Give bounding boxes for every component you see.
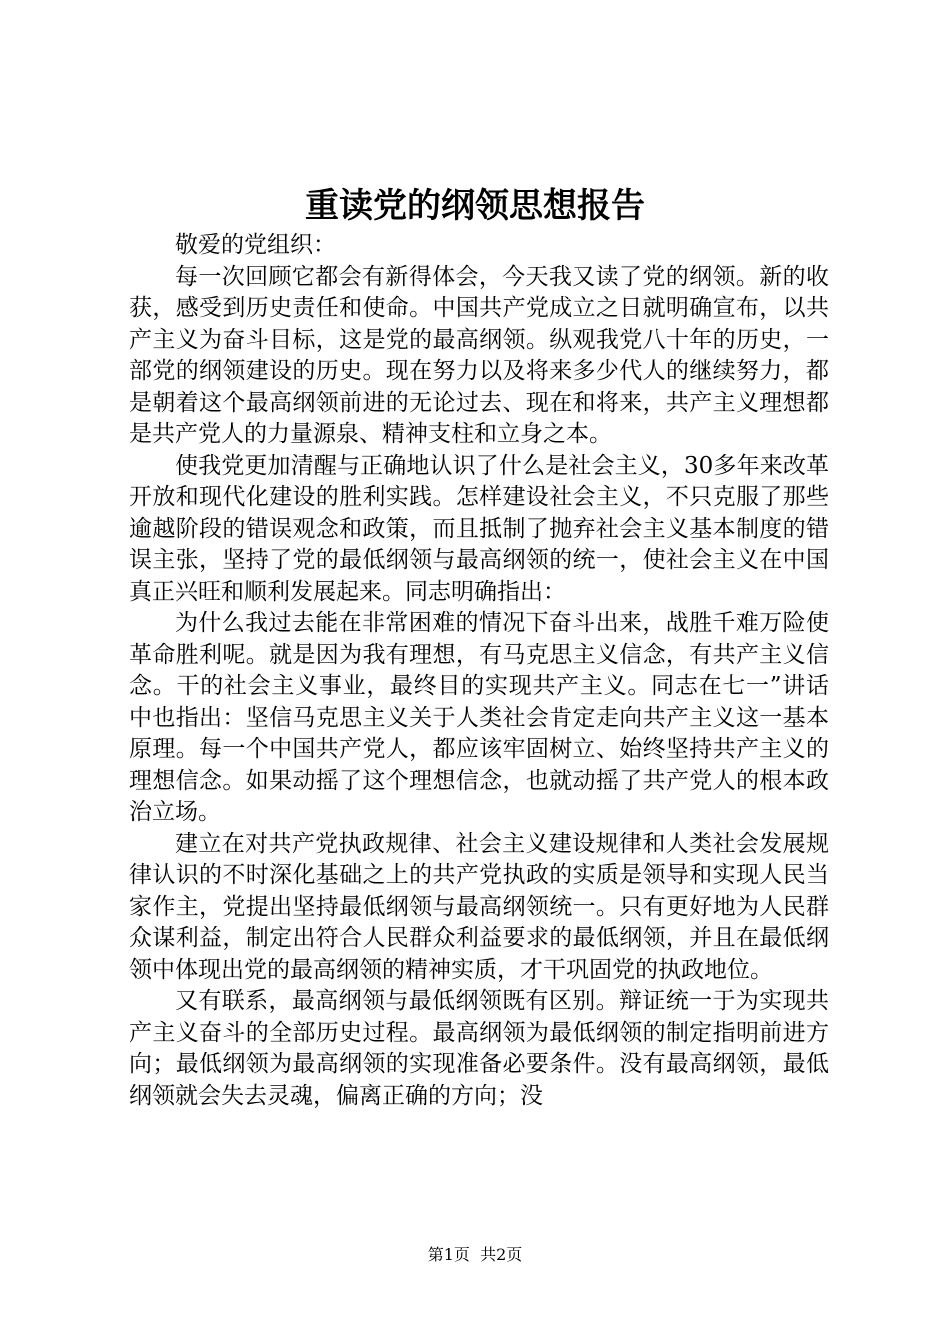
page-number: 第1页 <box>427 1245 470 1264</box>
paragraph-1: 每一次回顾它都会有新得体会，今天我又读了党的纲领。新的收获，感受到历史责任和使命。中国共产党成立之日就明确宣布，以共产主义为奋斗目标，这是党的最高纲领。纵观我党八十年的历史，一部党的纲领建设的历史。现在努力以及将来多少代人的继续努力，都是朝着这个最高纲领前进的无论过去、现在和将来，共产主义理想都是共产党人的力量源泉、精神支柱和立身之本。 <box>129 263 829 447</box>
document-body <box>129 230 829 1112</box>
paragraph-3: 为什么我过去能在非常困难的情况下奋斗出来，战胜千难万险使革命胜利呢。就是因为我有理想，有马克思主义信念，有共产主义信念。干的社会主义事业，最终目的实现共产主义。同志在七一”讲话中也指出：坚信马克思主义关于人类社会肯定走向共产主义这一基本原理。每一个中国共产党人，都应该牢固树立、始终坚持共产主义的理想信念。如果动摇了这个理想信念，也就动摇了共产党人的根本政治立场。 <box>129 610 829 825</box>
page-total: 共2页 <box>480 1245 523 1264</box>
paragraph-5: 又有联系，最高纲领与最低纲领既有区别。辩证统一于为实现共产主义奋斗的全部历史过程。最高纲领为最低纲领的制定指明前进方向；最低纲领为最高纲领的实现准备必要条件。没有最高纲领，最低纲领就会失去灵魂，偏离正确的方向；没 <box>129 988 829 1109</box>
paragraph-2: 使我党更加清醒与正确地认识了什么是社会主义，30多年来改革开放和现代化建设的胜利实践。怎样建设社会主义，不只克服了那些逾越阶段的错误观念和政策，而且抵制了抛弃社会主义基本制度的错误主张，坚持了党的最低纲领与最高纲领的统一，使社会主义在中国真正兴旺和顺利发展起来。同志明确指出： <box>129 452 829 605</box>
salutation: 敬爱的党组织： <box>175 232 336 258</box>
page-title: 重读党的纲领思想报告 <box>305 186 645 226</box>
paragraph-4: 建立在对共产党执政规律、社会主义建设规律和人类社会发展规律认识的不时深化基础之上的共产党执政的实质是领导和实现人民当家作主，党提出坚持最低纲领与最高纲领统一。只有更好地为人民群众谋利益，制定出符合人民群众利益要求的最低纲领，并且在最低纲领中体现出党的最高纲领的精神实质，才干巩固党的执政地位。 <box>129 830 829 983</box>
page-footer <box>0 1243 950 1267</box>
